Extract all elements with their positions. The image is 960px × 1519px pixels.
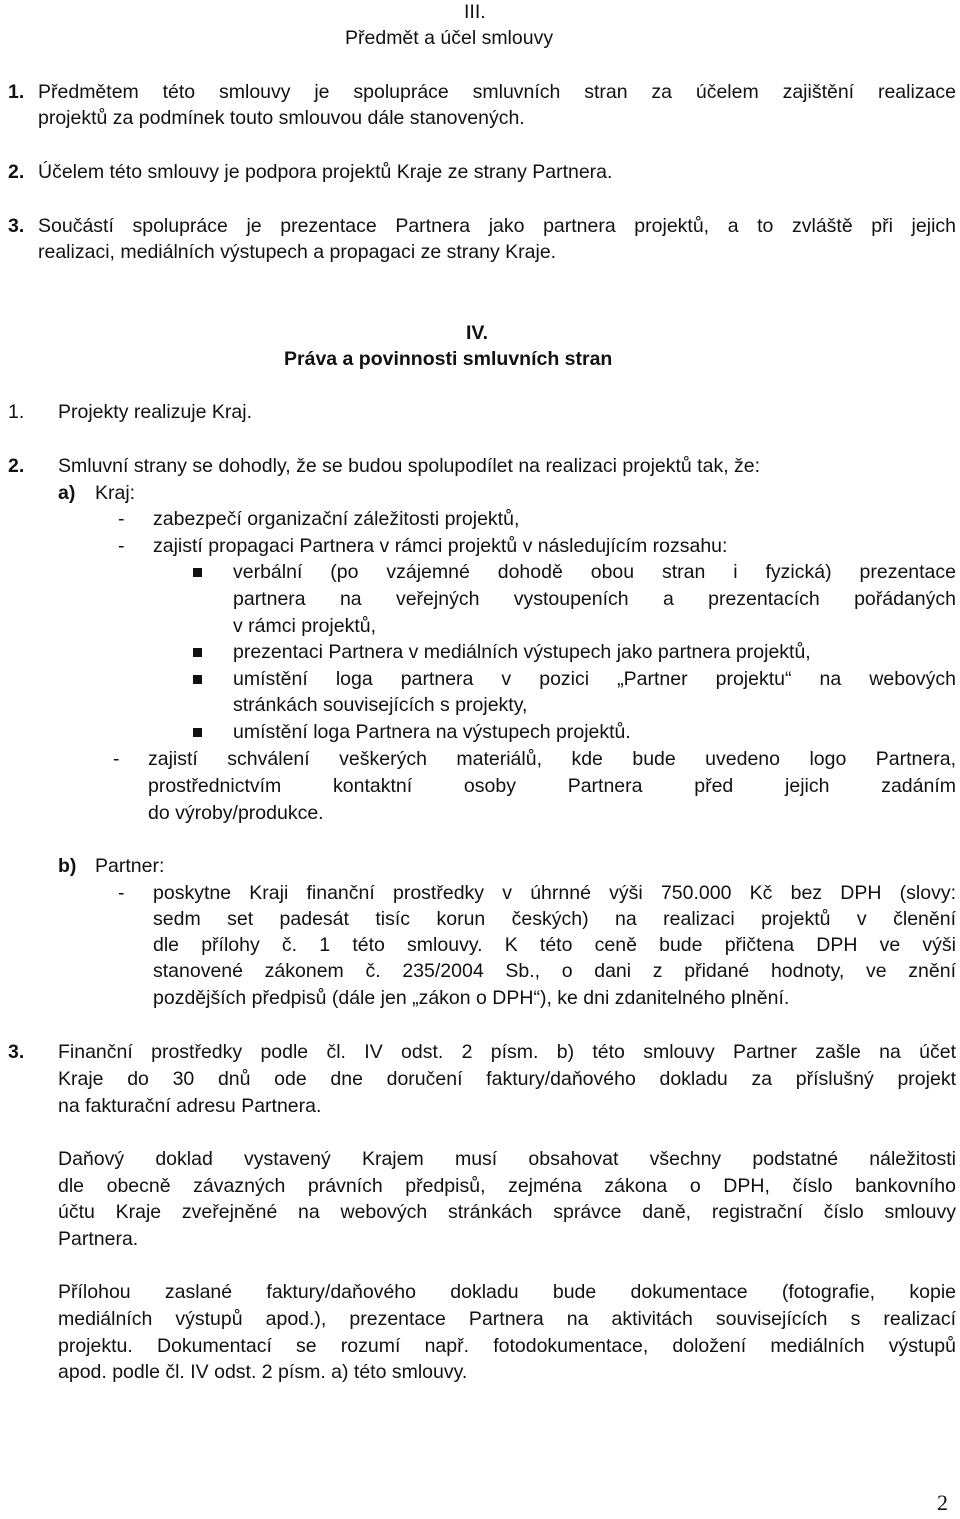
item-3-p1-line-2: Kraje do 30 dnů ode dne doručení faktury/daňového dokladu za příslušný projekt <box>58 1068 956 1090</box>
item-3-p3-line-3: projektu. Dokumentací se rozumí např. fotodokumentace, doložení mediálních výstupů <box>58 1335 956 1357</box>
section-3-item-3-line-2: realizaci, mediálních výstupech a propagaci ze strany Kraje. <box>38 241 557 263</box>
a-dash-1: zabezpečí organizační záležitosti projektů, <box>153 508 520 530</box>
dash-marker: - <box>113 748 120 770</box>
item-3-p2-line-3: účtu Kraje zveřejněné na webových stránkách správce daně, registrační číslo smlouvy <box>58 1201 956 1223</box>
dash-marker: - <box>118 535 125 557</box>
bullet-1-line-1: verbální (po vzájemné dohodě obou stran i fyzická) prezentace <box>233 561 956 583</box>
section-4-title: Práva a povinnosti smluvních stran <box>284 348 613 370</box>
square-bullet-icon <box>193 568 202 577</box>
dash-marker: - <box>118 882 125 904</box>
item-3-p2-line-1: Daňový doklad vystavený Krajem musí obsahovat všechny podstatné náležitosti <box>58 1148 956 1170</box>
section-3-item-2-number: 2. <box>8 161 25 183</box>
square-bullet-icon <box>193 675 202 684</box>
item-3-p3-line-4: apod. podle čl. IV odst. 2 písm. a) této smlouvy. <box>58 1361 468 1383</box>
a-dash-3-line-1: zajistí schválení veškerých materiálů, kde bude uvedeno logo Partnera, <box>148 748 956 770</box>
section-3-numeral: III. <box>464 1 486 23</box>
bullet-4-line-1: umístění loga Partnera na výstupech projektů. <box>233 721 631 743</box>
section-3-item-1-line-1: Předmětem této smlouvy je spolupráce smluvních stran za účelem zajištění realizace <box>38 81 956 103</box>
item-3-p2-line-4: Partnera. <box>58 1228 139 1250</box>
b-dash-1-line-3: dle přílohy č. 1 této smlouvy. K této ceně bude přičtena DPH ve výši <box>153 934 956 956</box>
a-dash-3-line-3: do výroby/produkce. <box>148 802 324 824</box>
item-3-p1-line-3: na fakturační adresu Partnera. <box>58 1095 322 1117</box>
subsection-b-party: Partner: <box>95 855 165 877</box>
bullet-1-line-3: v rámci projektů, <box>233 615 377 637</box>
section-3-item-1-number: 1. <box>8 81 25 103</box>
item-3-p1-line-1: Finanční prostředky podle čl. IV odst. 2 písm. b) této smlouvy Partner zašle na účet <box>58 1041 956 1063</box>
dash-marker: - <box>118 508 125 530</box>
item-3-p3-line-1: Přílohou zaslané faktury/daňového dokladu bude dokumentace (fotografie, kopie <box>58 1281 956 1303</box>
subsection-a-label: a) <box>58 482 76 504</box>
section-4-item-2-number: 2. <box>8 455 25 477</box>
section-3-item-2-line-1: Účelem této smlouvy je podpora projektů Kraje ze strany Partnera. <box>38 161 613 183</box>
bullet-3-line-2: stránkách souvisejících s projekty, <box>233 694 528 716</box>
page-number: 2 <box>937 1490 948 1515</box>
subsection-a-party: Kraj: <box>95 482 136 504</box>
section-3-item-1-line-2: projektů za podmínek touto smlouvou dále stanovených. <box>38 107 525 129</box>
section-3-item-3-number: 3. <box>8 215 25 237</box>
b-dash-1-line-1: poskytne Kraji finanční prostředky v úhrnné výši 750.000 Kč bez DPH (slovy: <box>153 882 956 904</box>
b-dash-1-line-4: stanovené zákonem č. 235/2004 Sb., o dani z přidané hodnoty, ve znění <box>153 960 956 982</box>
item-3-p3-line-2: mediálních výstupů apod.), prezentace Partnera na aktivitách souvisejících s realizací <box>58 1308 956 1330</box>
section-3-item-3-line-1: Součástí spolupráce je prezentace Partnera jako partnera projektů, a to zvláště při jejich <box>38 215 956 237</box>
a-dash-3-line-2: prostřednictvím kontaktní osoby Partnera před jejich zadáním <box>148 775 956 797</box>
bullet-1-line-2: partnera na veřejných vystoupeních a prezentacích pořádaných <box>233 588 956 610</box>
subsection-b-label: b) <box>58 855 77 877</box>
a-dash-2: zajistí propagaci Partnera v rámci projektů v následujícím rozsahu: <box>153 535 728 557</box>
section-4-numeral: IV. <box>466 322 489 344</box>
section-4-item-2-intro: Smluvní strany se dohodly, že se budou spolupodílet na realizaci projektů tak, že: <box>58 455 761 477</box>
b-dash-1-line-2: sedm set padesát tisíc korun českých) na realizaci projektů v členění <box>153 908 956 930</box>
b-dash-1-line-5: pozdějších předpisů (dále jen „zákon o DPH“), ke dni zdanitelného plnění. <box>153 987 790 1009</box>
bullet-2-line-1: prezentaci Partnera v mediálních výstupech jako partnera projektů, <box>233 641 811 663</box>
bullet-3-line-1: umístění loga partnera v pozici „Partner projektu“ na webových <box>233 668 956 690</box>
section-4-item-3-number: 3. <box>8 1041 25 1063</box>
square-bullet-icon <box>193 648 202 657</box>
section-4-item-1-number: 1. <box>8 401 25 423</box>
item-3-p2-line-2: dle obecně závazných právních předpisů, zejména zákona o DPH, číslo bankovního <box>58 1175 956 1197</box>
section-4-item-1-text: Projekty realizuje Kraj. <box>58 401 252 423</box>
section-3-title: Předmět a účel smlouvy <box>345 27 554 49</box>
square-bullet-icon <box>193 728 202 737</box>
